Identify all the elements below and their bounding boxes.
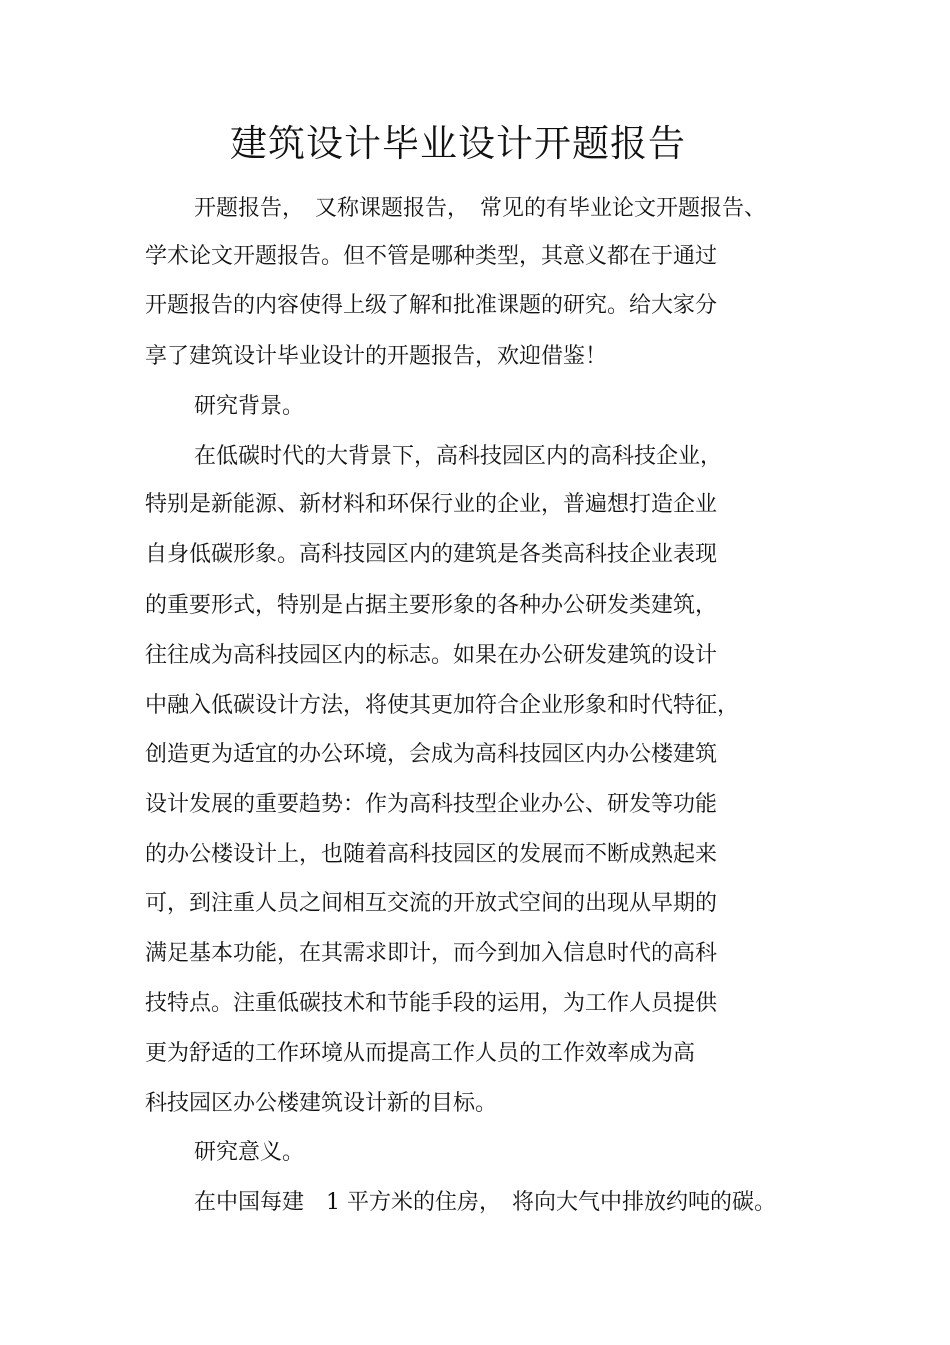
paragraph-line: 更为舒适的工作环境从而提高工作人员的工作效率成为高: [145, 1041, 696, 1066]
document-title: 建筑设计毕业设计开题报告: [230, 122, 686, 165]
paragraph-line: 可，到注重人员之间相互交流的开放式空间的出现从早期的: [145, 891, 718, 916]
section-heading: 研究意义。: [194, 1140, 305, 1165]
paragraph-line: 的重要形式，特别是占据主要形象的各种办公研发类建筑，: [145, 593, 718, 618]
paragraph-line: 设计发展的重要趋势：作为高科技型企业办公、研发等功能: [145, 792, 718, 817]
paragraph-line: 中融入低碳设计方法，将使其更加符合企业形象和时代特征，: [145, 693, 740, 718]
paragraph-line: 在中国每建 1 平方米的住房， 将向大气中排放约吨的碳。: [194, 1190, 776, 1215]
paragraph-line: 享了建筑设计毕业设计的开题报告，欢迎借鉴！: [145, 344, 608, 369]
paragraph-line: 开题报告， 又称课题报告， 常见的有毕业论文开题报告、: [194, 196, 767, 221]
paragraph-line: 科技园区办公楼建筑设计新的目标。: [145, 1091, 498, 1116]
paragraph-line: 满足基本功能，在其需求即计，而今到加入信息时代的高科: [145, 941, 718, 966]
paragraph-line: 开题报告的内容使得上级了解和批准课题的研究。给大家分: [145, 293, 718, 318]
paragraph-line: 创造更为适宜的办公环境，会成为高科技园区内办公楼建筑: [145, 742, 718, 767]
paragraph-line: 的办公楼设计上，也随着高科技园区的发展而不断成熟起来: [145, 842, 718, 867]
paragraph-line: 在低碳时代的大背景下，高科技园区内的高科技企业，: [194, 444, 723, 469]
paragraph-line: 学术论文开题报告。但不管是哪种类型，其意义都在于通过: [145, 244, 718, 269]
section-heading: 研究背景。: [194, 394, 305, 419]
paragraph-line: 技特点。注重低碳技术和节能手段的运用，为工作人员提供: [145, 991, 718, 1016]
paragraph-line: 自身低碳形象。高科技园区内的建筑是各类高科技企业表现: [145, 542, 718, 567]
paragraph-line: 特别是新能源、新材料和环保行业的企业，普遍想打造企业: [145, 492, 718, 517]
paragraph-line: 往往成为高科技园区内的标志。如果在办公研发建筑的设计: [145, 643, 718, 668]
